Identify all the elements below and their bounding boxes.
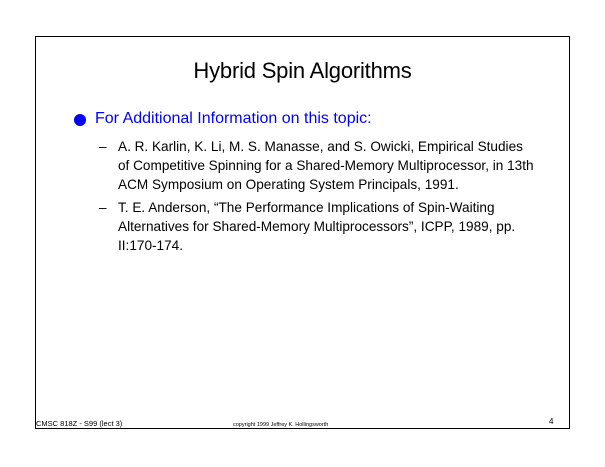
dash-bullet-icon: – xyxy=(99,200,107,215)
bullet-dot-icon xyxy=(74,114,86,126)
dash-bullet-icon: – xyxy=(99,139,107,154)
reference-text: A. R. Karlin, K. Li, M. S. Manasse, and S. Owicki, Empirical Studies of Competitive Spinning for a Shared-Memory Multiprocessor, in 13th ACM Symposium on Operating System Principals, 1991. xyxy=(118,139,534,192)
reference-list xyxy=(98,137,538,259)
page-number: 4 xyxy=(549,417,554,426)
footer-copyright: copyright 1999 Jeffrey K. Hollingsworth xyxy=(233,422,329,428)
reference-text: T. E. Anderson, “The Performance Implications of Spin-Waiting Alternatives for Shared-Memory Multiprocessors”, ICPP, 1989, pp. II:170-174. xyxy=(118,200,516,253)
footer-course: CMSC 818Z - S99 (lect 3) xyxy=(36,419,123,428)
slide-title: Hybrid Spin Algorithms xyxy=(193,58,412,83)
reference-item xyxy=(98,198,538,255)
bullet-text: For Additional Information on this topic: xyxy=(95,110,372,127)
reference-item xyxy=(98,137,538,194)
